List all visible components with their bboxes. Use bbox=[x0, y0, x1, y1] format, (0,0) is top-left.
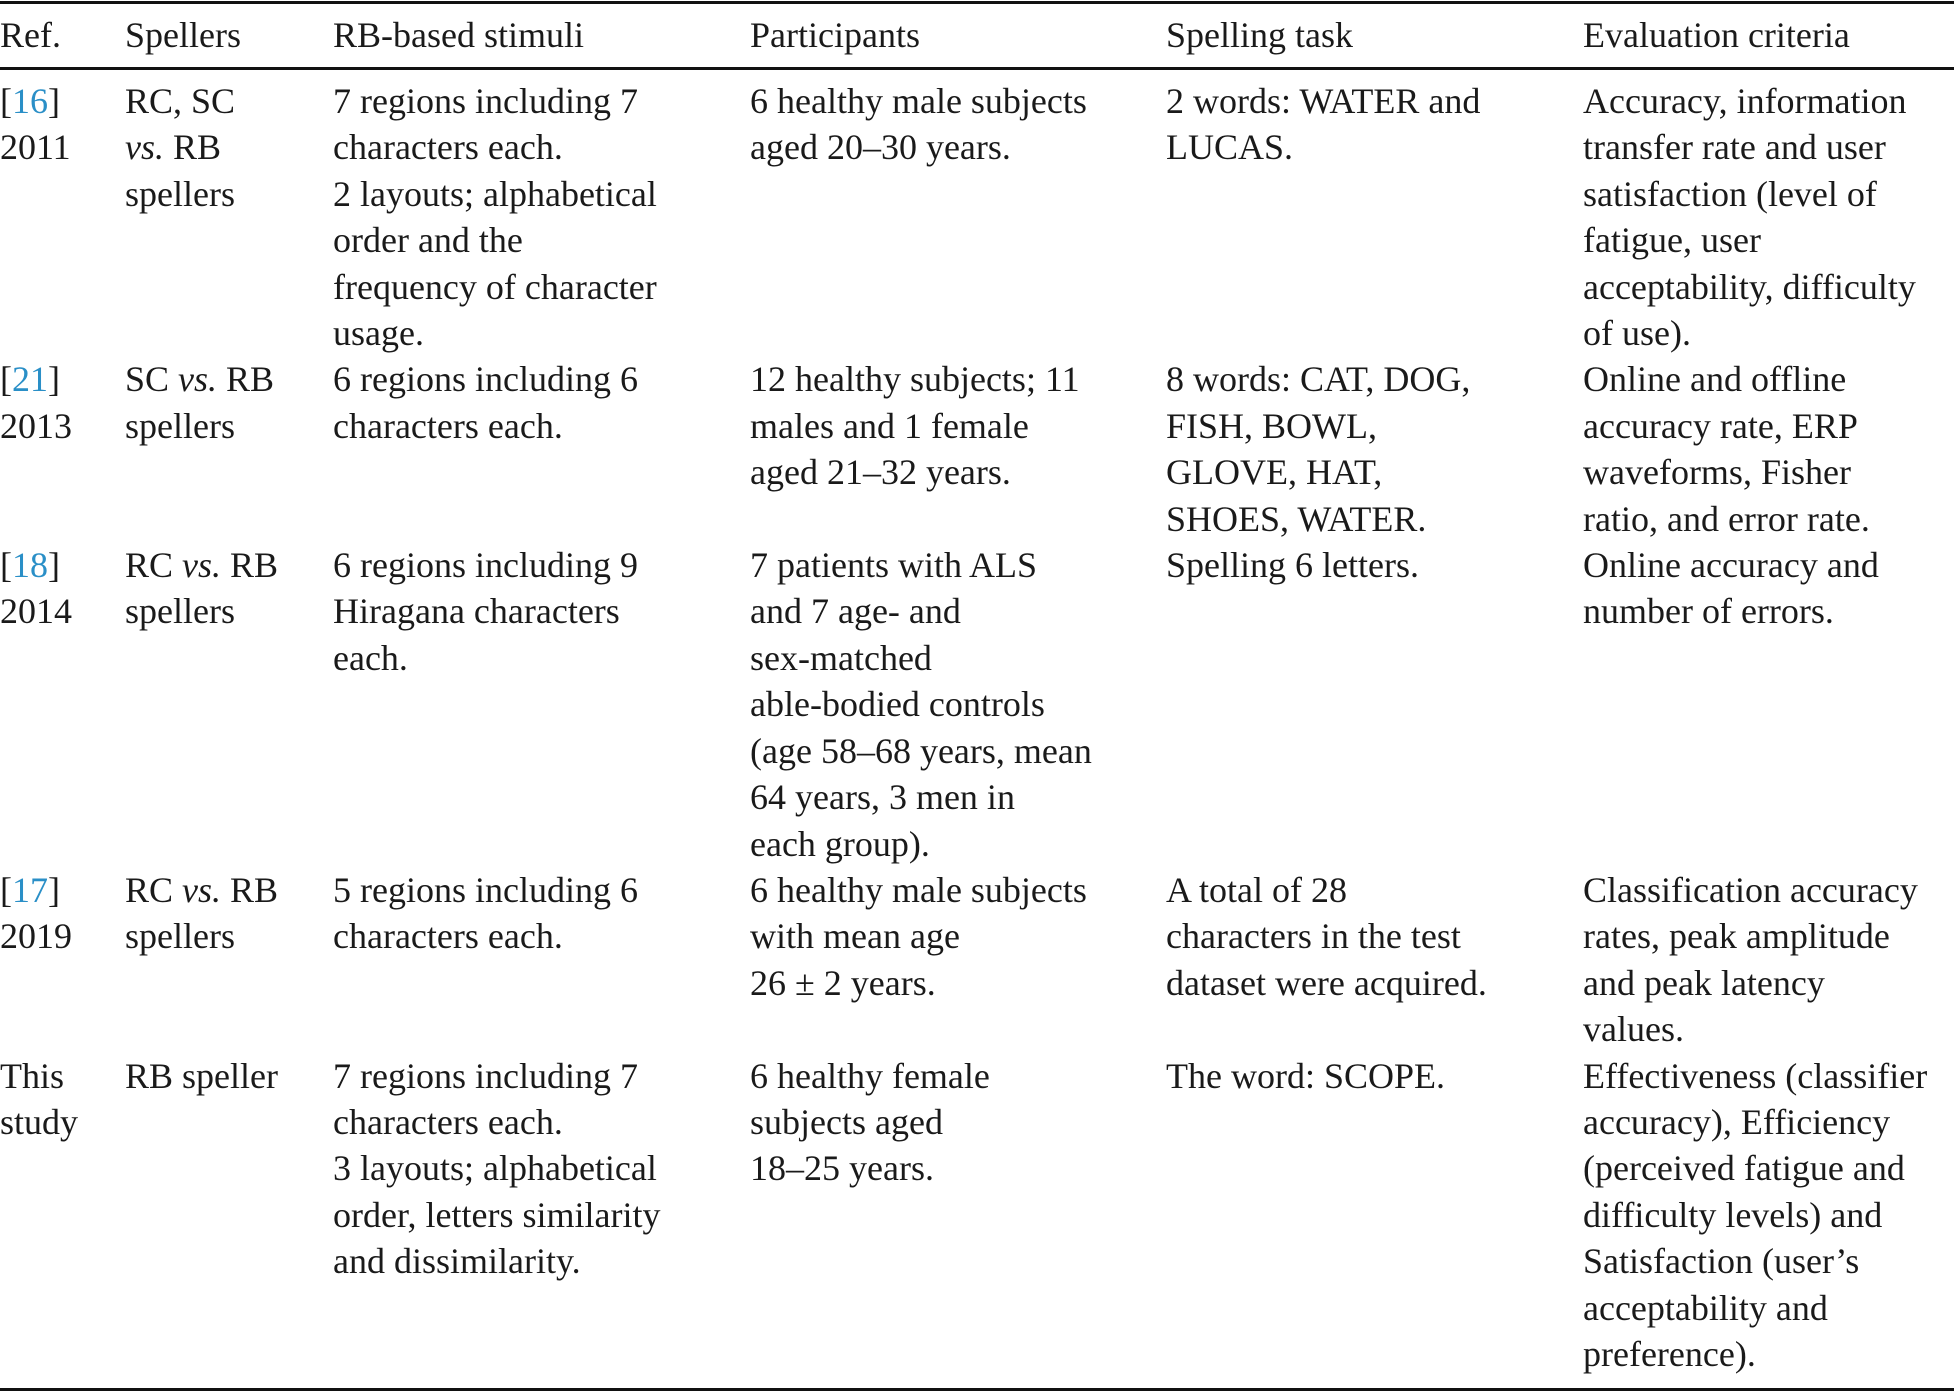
cell-stimuli: 6 regions including 6 characters each. bbox=[333, 359, 638, 446]
cell-participants: 7 patients with ALS and 7 age- and sex-matched able-bodied controls (age 58–68 years, mean 64 years, 3 men in each group). bbox=[750, 545, 1092, 864]
cell-ref bbox=[0, 867, 125, 1053]
cell-participants: 6 healthy female subjects aged 18–25 years. bbox=[750, 1055, 990, 1189]
cell-spellers: RB speller bbox=[125, 1055, 278, 1096]
table-bottom-rule bbox=[0, 1388, 1954, 1391]
cell-participants: 6 healthy male subjects aged 20–30 years. bbox=[750, 81, 1087, 168]
table-row bbox=[0, 867, 1954, 1053]
cell-stimuli: 6 regions including 9 Hiragana characters each. bbox=[333, 545, 638, 678]
ref-year: 2011 bbox=[0, 127, 71, 168]
ref-citation: [21] bbox=[0, 359, 60, 400]
header-ref: Ref. bbox=[0, 15, 61, 55]
cell-ref bbox=[0, 542, 125, 867]
header-spellers: Spellers bbox=[125, 15, 241, 55]
ref-year: 2019 bbox=[0, 916, 72, 957]
cell-stimuli: 7 regions including 7 characters each. 2 layouts; alphabetical order and the frequency of character usage. bbox=[333, 81, 657, 354]
cell-spelling-task: The word: SCOPE. bbox=[1166, 1055, 1445, 1096]
header-participants: Participants bbox=[750, 15, 920, 55]
header-stimuli: RB-based stimuli bbox=[333, 15, 584, 55]
citation-link[interactable]: 16 bbox=[12, 81, 48, 121]
table-row bbox=[0, 1053, 1954, 1378]
ref-citation: [18] bbox=[0, 545, 60, 586]
cell-ref bbox=[0, 356, 125, 542]
table-top-rule bbox=[0, 1, 1954, 4]
cell-spellers: RC vs. RB spellers bbox=[125, 869, 279, 957]
cell-spelling-task: A total of 28 characters in the test dataset were acquired. bbox=[1166, 869, 1487, 1003]
cell-spellers: SC vs. RB spellers bbox=[125, 359, 275, 446]
table-row bbox=[0, 542, 1954, 867]
header-evaluation-criteria: Evaluation criteria bbox=[1583, 15, 1850, 55]
table-header-row bbox=[0, 8, 1954, 68]
header-spelling-task: Spelling task bbox=[1166, 15, 1353, 55]
cell-ref: This study bbox=[0, 1055, 79, 1142]
table-row bbox=[0, 356, 1954, 542]
cell-evaluation: Classification accuracy rates, peak amplitude and peak latency values. bbox=[1583, 869, 1918, 1050]
cell-ref bbox=[0, 68, 125, 356]
cell-evaluation: Online and offline accuracy rate, ERP waveforms, Fisher ratio, and error rate. bbox=[1583, 359, 1870, 539]
ref-year: 2013 bbox=[0, 405, 72, 446]
cell-spellers: RC, SC vs. RB spellers bbox=[125, 81, 236, 214]
cell-participants: 6 healthy male subjects with mean age 26 ± 2 years. bbox=[750, 869, 1087, 1003]
table-row bbox=[0, 68, 1954, 356]
ref-year: 2014 bbox=[0, 591, 72, 632]
cell-spelling-task: 2 words: WATER and LUCAS. bbox=[1166, 81, 1481, 168]
cell-evaluation: Accuracy, information transfer rate and user satisfaction (level of fatigue, user acceptability, difficulty of use). bbox=[1583, 81, 1916, 354]
ref-citation: [16] bbox=[0, 81, 60, 121]
cell-evaluation: Effectiveness (classifier accuracy), Efficiency (perceived fatigue and difficulty levels) and Satisfaction (user’s acceptability and preference). bbox=[1583, 1055, 1928, 1374]
cell-evaluation: Online accuracy and number of errors. bbox=[1583, 545, 1879, 632]
cell-spellers: RC vs. RB spellers bbox=[125, 545, 279, 632]
cell-spelling-task: Spelling 6 letters. bbox=[1166, 545, 1419, 586]
comparison-table bbox=[0, 8, 1954, 1377]
ref-citation: [17] bbox=[0, 869, 60, 910]
citation-link[interactable]: 18 bbox=[12, 545, 48, 586]
cell-stimuli: 5 regions including 6 characters each. bbox=[333, 869, 638, 957]
cell-stimuli: 7 regions including 7 characters each. 3 layouts; alphabetical order, letters similarity and dissimilarity. bbox=[333, 1055, 661, 1282]
citation-link[interactable]: 21 bbox=[12, 359, 48, 400]
cell-participants: 12 healthy subjects; 11 males and 1 female aged 21–32 years. bbox=[750, 359, 1080, 493]
citation-link[interactable]: 17 bbox=[12, 869, 48, 910]
cell-spelling-task: 8 words: CAT, DOG, FISH, BOWL, GLOVE, HAT, SHOES, WATER. bbox=[1166, 359, 1471, 539]
